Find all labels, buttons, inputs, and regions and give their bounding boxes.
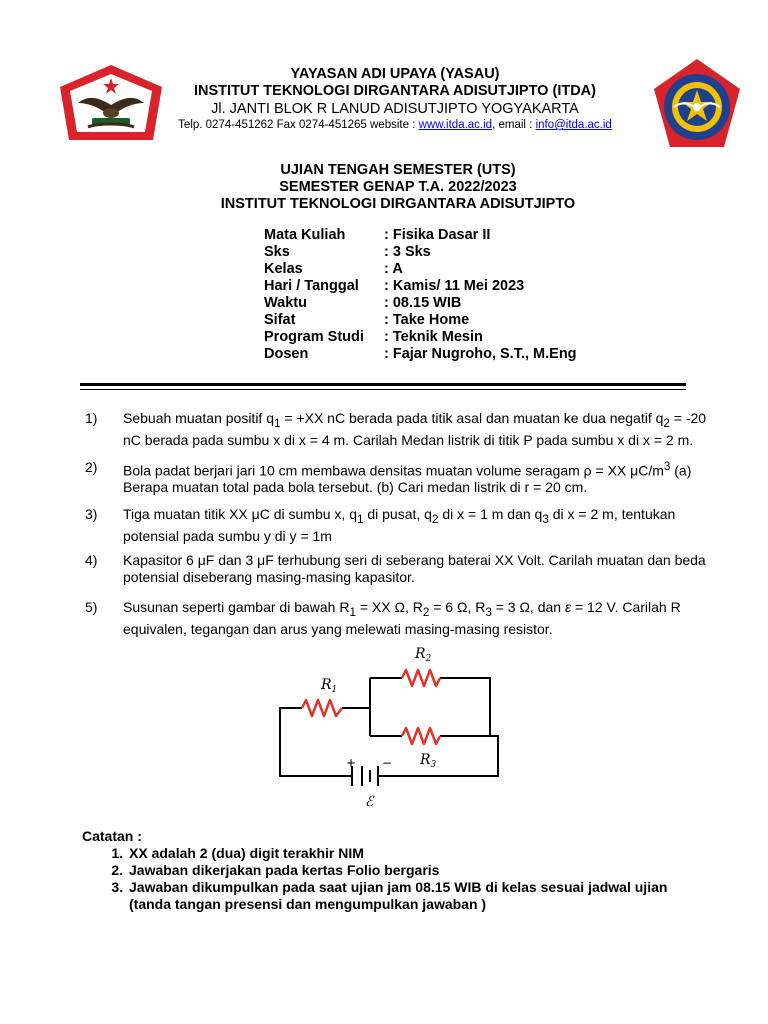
r1-label: $R_1$ bbox=[321, 677, 338, 695]
info-label: Waktu bbox=[264, 295, 307, 311]
info-label: Hari / Tanggal bbox=[264, 278, 359, 294]
question-number: 2) bbox=[85, 459, 98, 475]
exam-title-line2: SEMESTER GENAP T.A. 2022/2023 bbox=[279, 179, 517, 195]
info-value: : Teknik Mesin bbox=[384, 329, 483, 345]
info-value: : Fajar Nugroho, S.T., M.Eng bbox=[384, 346, 577, 362]
info-label: Dosen bbox=[264, 346, 309, 362]
exam-title-line1: UJIAN TENGAH SEMESTER (UTS) bbox=[280, 162, 516, 178]
info-row-sks bbox=[264, 244, 577, 261]
email-link[interactable]: info@itda.ac.id bbox=[535, 119, 612, 131]
info-label: Sks bbox=[264, 244, 290, 260]
question-number: 1) bbox=[85, 410, 98, 426]
notes-title: Catatan : bbox=[82, 828, 142, 844]
itda-logo bbox=[652, 57, 742, 149]
info-row-class bbox=[264, 261, 577, 278]
info-value: : Fisika Dasar II bbox=[384, 227, 491, 243]
website-link[interactable]: www.itda.ac.id bbox=[418, 119, 493, 131]
contact-prefix: Telp. 0274-451262 Fax 0274-451265 website : bbox=[178, 119, 419, 131]
battery-minus-label: − bbox=[382, 756, 393, 770]
info-label: Kelas bbox=[264, 261, 303, 277]
info-row-nature bbox=[264, 312, 577, 329]
info-label: Program Studi bbox=[264, 329, 364, 345]
info-value: : 3 Sks bbox=[384, 244, 431, 260]
info-row-course bbox=[264, 227, 577, 244]
info-value: : Kamis/ 11 Mei 2023 bbox=[384, 278, 525, 294]
institution-address: Jl. JANTI BLOK R LANUD ADISUTJIPTO YOGYAKARTA bbox=[211, 101, 579, 117]
notes bbox=[82, 828, 667, 913]
notes-list bbox=[82, 845, 667, 913]
foundation-name: YAYASAN ADI UPAYA (YASAU) bbox=[290, 66, 500, 82]
question-text: Sebuah muatan positif $q_1 = +XX$ nC berada pada titik asal dan muatan ke dua negatif $q_2 = -20$ nC berada pada sumbu x di x = 4 m. Carilah Medan listrik di titik P pada sumbu x di x = 2 m. bbox=[123, 410, 707, 449]
question-number: 3) bbox=[85, 506, 98, 522]
exam-title-line3: INSTITUT TEKNOLOGI DIRGANTARA ADISUTJIPTO bbox=[220, 196, 576, 212]
exam-info bbox=[264, 227, 577, 363]
info-row-date bbox=[264, 278, 577, 295]
email-prefix: , email : bbox=[492, 119, 536, 131]
institution-name: INSTITUT TEKNOLOGI DIRGANTARA ADISUTJIPTO (ITDA) bbox=[194, 83, 596, 99]
r2-label: $R_2$ bbox=[415, 646, 432, 664]
question-text: Tiga muatan titik XX μC di sumbu x, $q_1$ di pusat, $q_2$ di x = 1 m dan $q_3$ di x = 2 m, tentukan potensial pada sumbu y di y = 1m bbox=[123, 506, 676, 545]
info-row-time bbox=[264, 295, 577, 312]
question-text: Kapasitor 6 μF dan 3 μF terhubung seri di seberang baterai XX Volt. Carilah muatan dan beda potensial diseberang masing-masing kapasitor. bbox=[123, 552, 706, 585]
exam-title bbox=[100, 162, 696, 213]
divider-thick bbox=[80, 383, 686, 386]
question-number: 4) bbox=[85, 552, 98, 568]
emf-label: ℰ bbox=[365, 794, 374, 810]
info-value: : A bbox=[384, 261, 403, 277]
divider-thin bbox=[80, 389, 686, 390]
info-value: : Take Home bbox=[384, 312, 470, 328]
question-text: Susunan seperti gambar di bawah $R_1$ = XX Ω, $R_2 = 6$ Ω, $R_3 = 3$ Ω, dan ε = 12 V. Carilah R equivalen, tegangan dan arus yang melewati masing-masing resistor. bbox=[123, 599, 681, 638]
circuit-diagram bbox=[262, 642, 514, 818]
question-number: 5) bbox=[85, 599, 98, 615]
info-row-lecturer bbox=[264, 346, 577, 363]
note-item: 1. XX adalah 2 (dua) digit terakhir NIM bbox=[127, 845, 667, 862]
note-item-text: Jawaban dikumpulkan pada saat ujian jam 08.15 WIB di kelas sesuai jadwal ujian bbox=[129, 879, 668, 895]
info-label: Sifat bbox=[264, 312, 296, 328]
r3-label: $R_3$ bbox=[420, 752, 437, 770]
info-row-program bbox=[264, 329, 577, 346]
info-label: Mata Kuliah bbox=[264, 227, 346, 243]
note-item bbox=[127, 879, 667, 913]
note-item: 2. Jawaban dikerjakan pada kertas Folio bergaris bbox=[127, 862, 667, 879]
letterhead bbox=[140, 66, 650, 133]
question-text: Bola padat berjari jari 10 cm membawa densitas muatan volume seragam ρ = XX $\mu C/m^3$ (a) Berapa muatan total pada bola tersebut. (b) Cari medan listrik di r = 20 cm. bbox=[123, 460, 692, 496]
info-value: : 08.15 WIB bbox=[384, 295, 462, 311]
battery-plus-label: + bbox=[346, 756, 357, 770]
note-item-continuation: (tanda tangan presensi dan mengumpulkan jawaban ) bbox=[129, 896, 487, 912]
contact-line bbox=[140, 118, 650, 133]
